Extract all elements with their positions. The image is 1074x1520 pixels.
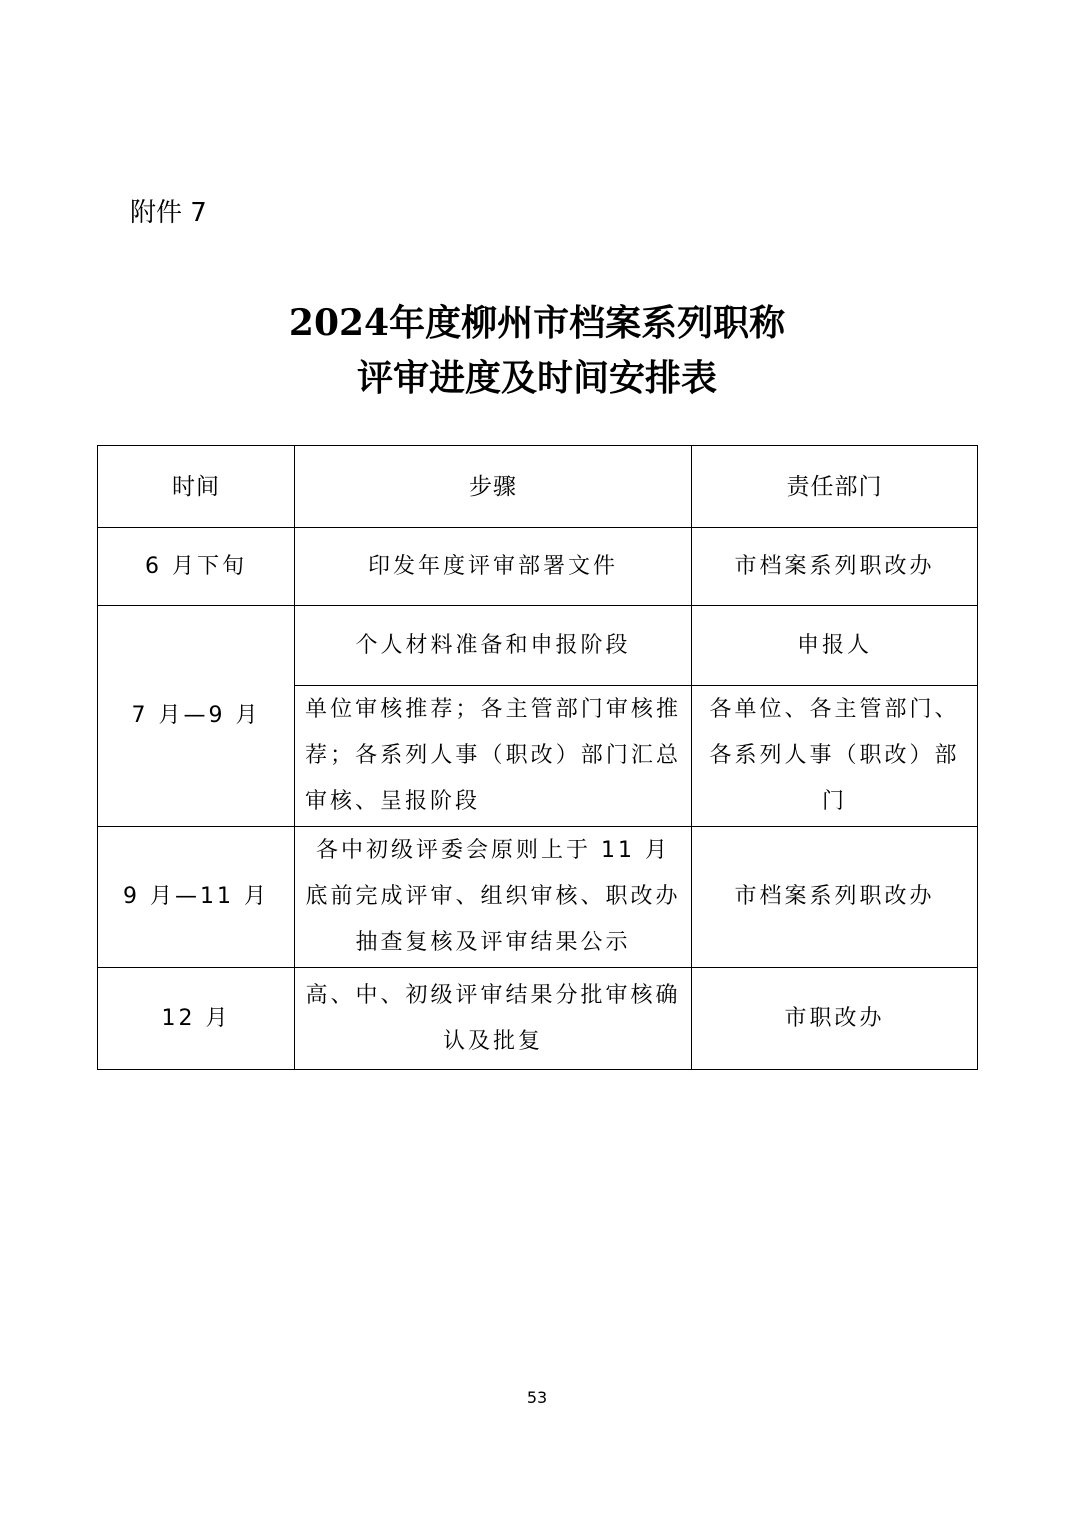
page-number: 53	[526, 1388, 548, 1407]
cell-step: 高、中、初级评审结果分批审核确认及批复	[295, 968, 692, 1070]
schedule-table	[97, 445, 978, 1070]
table-row	[98, 968, 978, 1070]
cell-time: 7 月—9 月	[98, 606, 295, 827]
cell-dept: 市职改办	[692, 968, 978, 1070]
cell-step: 个人材料准备和申报阶段	[295, 606, 692, 686]
attachment-label: 附件 7	[130, 198, 207, 228]
cell-dept: 市档案系列职改办	[692, 528, 978, 606]
table-header-row	[98, 446, 978, 528]
cell-dept: 各单位、各主管部门、各系列人事（职改）部门	[692, 686, 978, 827]
document-title-line-2: 评审进度及时间安排表	[356, 357, 717, 399]
cell-dept: 申报人	[692, 606, 978, 686]
document-title-line-1: 2024年度柳州市档案系列职称	[288, 302, 786, 344]
cell-step: 各中初级评委会原则上于 11 月底前完成评审、组织审核、职改办抽查复核及评审结果公示	[295, 827, 692, 968]
header-dept: 责任部门	[692, 446, 978, 528]
cell-time: 12 月	[98, 968, 295, 1070]
table-row	[98, 827, 978, 968]
cell-time: 6 月下旬	[98, 528, 295, 606]
header-step: 步骤	[295, 446, 692, 528]
table-row	[98, 528, 978, 606]
cell-dept: 市档案系列职改办	[692, 827, 978, 968]
cell-step: 单位审核推荐；各主管部门审核推荐；各系列人事（职改）部门汇总审核、呈报阶段	[295, 686, 692, 827]
table-row	[98, 606, 978, 686]
cell-time: 9 月—11 月	[98, 827, 295, 968]
header-time: 时间	[98, 446, 295, 528]
cell-step: 印发年度评审部署文件	[295, 528, 692, 606]
